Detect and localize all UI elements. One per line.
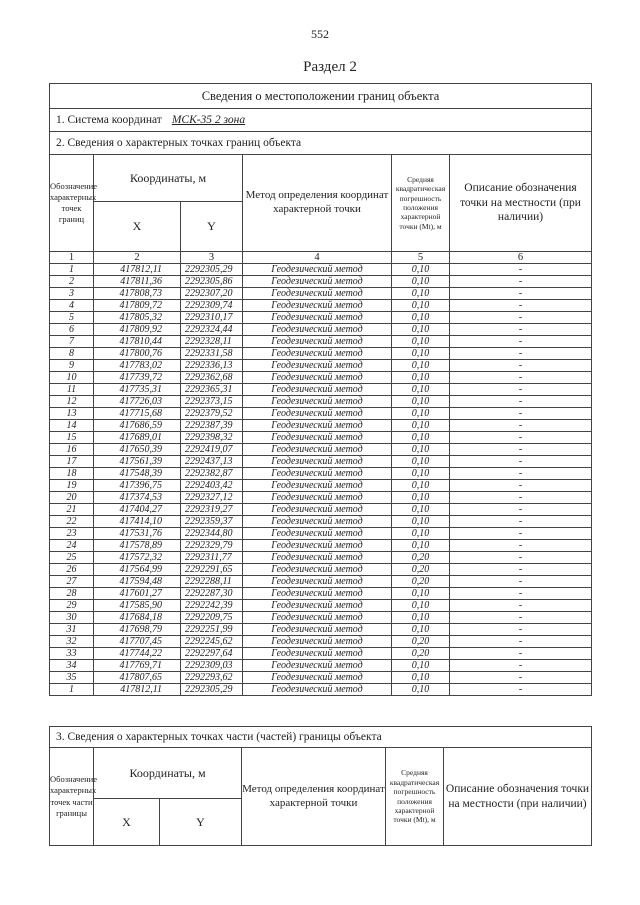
description-value: - (450, 444, 592, 456)
point-number: 32 (50, 636, 94, 648)
coordinate-y: 2292327,12 (181, 492, 243, 504)
accuracy-value: 0,10 (392, 324, 450, 336)
table-row (50, 276, 592, 288)
method-value: Геодезический метод (243, 504, 392, 516)
coordinate-x: 417808,73 (94, 288, 181, 300)
method-value: Геодезический метод (243, 408, 392, 420)
table-row (50, 540, 592, 552)
coordinate-x: 417414,10 (94, 516, 181, 528)
table-row (50, 444, 592, 456)
table-row (50, 516, 592, 528)
accuracy-value: 0,10 (392, 624, 450, 636)
coordinate-y: 2292293,62 (181, 672, 243, 684)
method-value: Геодезический метод (243, 444, 392, 456)
coordinate-y: 2292329,79 (181, 540, 243, 552)
accuracy-value: 0,10 (392, 312, 450, 324)
method-value: Геодезический метод (243, 396, 392, 408)
point-number: 5 (50, 312, 94, 324)
accuracy-value: 0,10 (392, 444, 450, 456)
coordinate-x: 417404,27 (94, 504, 181, 516)
table-row (50, 432, 592, 444)
point-number: 29 (50, 600, 94, 612)
coordinate-y: 2292305,86 (181, 276, 243, 288)
table-row (50, 624, 592, 636)
description-value: - (450, 684, 592, 696)
description-value: - (450, 492, 592, 504)
coordinate-y: 2292365,31 (181, 384, 243, 396)
coordinate-x: 417726,03 (94, 396, 181, 408)
table-row (50, 672, 592, 684)
coordinate-x: 417811,36 (94, 276, 181, 288)
accuracy-value: 0,10 (392, 420, 450, 432)
accuracy-value: 0,10 (392, 372, 450, 384)
method-value: Геодезический метод (243, 600, 392, 612)
description-value: - (450, 636, 592, 648)
accuracy-value: 0,10 (392, 336, 450, 348)
coordinate-y: 2292403,42 (181, 480, 243, 492)
header-accuracy: Средняя квадратическая погрешность положения характерной точки (Mt), м (392, 155, 450, 252)
description-value: - (450, 648, 592, 660)
coordinate-y: 2292251,99 (181, 624, 243, 636)
accuracy-value: 0,20 (392, 552, 450, 564)
coordinate-x: 417601,27 (94, 588, 181, 600)
coordinate-x: 417810,44 (94, 336, 181, 348)
description-value: - (450, 564, 592, 576)
accuracy-value: 0,10 (392, 288, 450, 300)
part-header-method: Метод определения координат характерной точки (242, 748, 386, 846)
table-row (50, 492, 592, 504)
column-number-row (50, 252, 592, 264)
coordinate-y: 2292287,30 (181, 588, 243, 600)
accuracy-value: 0,10 (392, 588, 450, 600)
method-value: Геодезический метод (243, 612, 392, 624)
header-description: Описание обозначения точки на местности (при наличии) (450, 155, 592, 252)
method-value: Геодезический метод (243, 564, 392, 576)
description-value: - (450, 324, 592, 336)
description-value: - (450, 504, 592, 516)
part-header-point-designation: Обозначение характерных точек части границы (50, 748, 94, 846)
description-value: - (450, 288, 592, 300)
point-number: 6 (50, 324, 94, 336)
method-value: Геодезический метод (243, 660, 392, 672)
point-number: 3 (50, 288, 94, 300)
table-row (50, 480, 592, 492)
description-value: - (450, 624, 592, 636)
accuracy-value: 0,10 (392, 360, 450, 372)
coordinate-x: 417698,79 (94, 624, 181, 636)
section-heading: Раздел 2 (303, 59, 357, 75)
coordinate-y: 2292328,11 (181, 336, 243, 348)
description-value: - (450, 420, 592, 432)
method-value: Геодезический метод (243, 636, 392, 648)
accuracy-value: 0,10 (392, 684, 450, 696)
coordinate-y: 2292373,15 (181, 396, 243, 408)
coordinate-x: 417739,72 (94, 372, 181, 384)
point-number: 25 (50, 552, 94, 564)
point-number: 30 (50, 612, 94, 624)
method-value: Геодезический метод (243, 360, 392, 372)
coordinate-x: 417578,89 (94, 540, 181, 552)
table-row (50, 564, 592, 576)
point-number: 8 (50, 348, 94, 360)
method-value: Геодезический метод (243, 528, 392, 540)
coordinate-x: 417800,76 (94, 348, 181, 360)
method-value: Геодезический метод (243, 468, 392, 480)
description-value: - (450, 660, 592, 672)
point-number: 20 (50, 492, 94, 504)
coordinate-x: 417812,11 (94, 264, 181, 276)
method-value: Геодезический метод (243, 420, 392, 432)
method-value: Геодезический метод (243, 552, 392, 564)
description-value: - (450, 600, 592, 612)
accuracy-value: 0,10 (392, 276, 450, 288)
coordinate-y: 2292307,20 (181, 288, 243, 300)
coordinate-y: 2292288,11 (181, 576, 243, 588)
coordinate-x: 417396,75 (94, 480, 181, 492)
coordinate-x: 417805,32 (94, 312, 181, 324)
table-title: Сведения о местоположении границ объекта (50, 84, 592, 109)
points-heading: 2. Сведения о характерных точках границ объекта (50, 132, 592, 155)
part-header-coordinates: Координаты, м (94, 748, 242, 799)
table-row (50, 636, 592, 648)
coordinate-x: 417564,99 (94, 564, 181, 576)
accuracy-value: 0,10 (392, 672, 450, 684)
part-header-accuracy: Средняя квадратическая погрешность положения характерной точки (Mt), м (386, 748, 444, 846)
table-row (50, 288, 592, 300)
accuracy-value: 0,10 (392, 432, 450, 444)
coordinate-x: 417572,32 (94, 552, 181, 564)
method-value: Геодезический метод (243, 624, 392, 636)
point-number: 13 (50, 408, 94, 420)
description-value: - (450, 300, 592, 312)
coordinate-x: 417650,39 (94, 444, 181, 456)
description-value: - (450, 408, 592, 420)
description-value: - (450, 540, 592, 552)
point-number: 1 (50, 264, 94, 276)
coordinate-x: 417715,68 (94, 408, 181, 420)
coordinate-x: 417548,39 (94, 468, 181, 480)
coordinate-y: 2292305,29 (181, 264, 243, 276)
method-value: Геодезический метод (243, 324, 392, 336)
method-value: Геодезический метод (243, 576, 392, 588)
column-number: 3 (181, 252, 243, 264)
accuracy-value: 0,10 (392, 600, 450, 612)
description-value: - (450, 480, 592, 492)
accuracy-value: 0,10 (392, 480, 450, 492)
coordinate-y: 2292331,58 (181, 348, 243, 360)
point-number: 22 (50, 516, 94, 528)
column-number: 5 (392, 252, 450, 264)
coordinate-y: 2292311,77 (181, 552, 243, 564)
method-value: Геодезический метод (243, 684, 392, 696)
table-row (50, 348, 592, 360)
coordinate-y: 2292324,44 (181, 324, 243, 336)
point-number: 12 (50, 396, 94, 408)
description-value: - (450, 456, 592, 468)
coordinate-y: 2292344,80 (181, 528, 243, 540)
table-row (50, 396, 592, 408)
accuracy-value: 0,20 (392, 636, 450, 648)
coordinate-x: 417686,59 (94, 420, 181, 432)
part-header-y: Y (160, 799, 242, 846)
method-value: Геодезический метод (243, 540, 392, 552)
method-value: Геодезический метод (243, 432, 392, 444)
description-value: - (450, 336, 592, 348)
table-row (50, 420, 592, 432)
point-number: 16 (50, 444, 94, 456)
coordinate-y: 2292245,62 (181, 636, 243, 648)
coordinate-y: 2292359,37 (181, 516, 243, 528)
coordinate-y: 2292305,29 (181, 684, 243, 696)
method-value: Геодезический метод (243, 264, 392, 276)
coordinate-y: 2292242,39 (181, 600, 243, 612)
coordinate-system-label: 1. Система координат (56, 114, 162, 126)
description-value: - (450, 264, 592, 276)
description-value: - (450, 384, 592, 396)
table-row (50, 468, 592, 480)
accuracy-value: 0,10 (392, 300, 450, 312)
accuracy-value: 0,10 (392, 348, 450, 360)
accuracy-value: 0,10 (392, 396, 450, 408)
column-number: 2 (94, 252, 181, 264)
coordinate-x: 417735,31 (94, 384, 181, 396)
point-number: 10 (50, 372, 94, 384)
point-number: 7 (50, 336, 94, 348)
part-header-x: X (94, 799, 160, 846)
point-number: 9 (50, 360, 94, 372)
method-value: Геодезический метод (243, 276, 392, 288)
coordinate-x: 417807,65 (94, 672, 181, 684)
accuracy-value: 0,10 (392, 384, 450, 396)
method-value: Геодезический метод (243, 288, 392, 300)
coordinate-y: 2292437,13 (181, 456, 243, 468)
description-value: - (450, 528, 592, 540)
method-value: Геодезический метод (243, 336, 392, 348)
description-value: - (450, 432, 592, 444)
point-number: 31 (50, 624, 94, 636)
coordinate-x: 417561,39 (94, 456, 181, 468)
column-number: 4 (243, 252, 392, 264)
description-value: - (450, 372, 592, 384)
coordinate-x: 417531,76 (94, 528, 181, 540)
accuracy-value: 0,10 (392, 456, 450, 468)
page-number: 552 (311, 27, 329, 41)
point-number: 15 (50, 432, 94, 444)
accuracy-value: 0,20 (392, 576, 450, 588)
description-value: - (450, 468, 592, 480)
coordinate-y: 2292310,17 (181, 312, 243, 324)
coordinate-y: 2292309,03 (181, 660, 243, 672)
accuracy-value: 0,10 (392, 516, 450, 528)
table-row (50, 660, 592, 672)
coordinate-y: 2292319,27 (181, 504, 243, 516)
column-number: 1 (50, 252, 94, 264)
table-row (50, 384, 592, 396)
coordinate-x: 417585,90 (94, 600, 181, 612)
description-value: - (450, 312, 592, 324)
point-number: 24 (50, 540, 94, 552)
accuracy-value: 0,10 (392, 528, 450, 540)
coordinate-system-value: МСК-35 2 зона (171, 114, 246, 126)
header-point-designation: Обозначение характерных точек границ (50, 155, 94, 252)
method-value: Геодезический метод (243, 588, 392, 600)
table-row (50, 408, 592, 420)
accuracy-value: 0,10 (392, 408, 450, 420)
boundary-points-table (49, 83, 592, 696)
table-row (50, 588, 592, 600)
coordinate-y: 2292387,39 (181, 420, 243, 432)
method-value: Геодезический метод (243, 648, 392, 660)
table-row (50, 528, 592, 540)
description-value: - (450, 552, 592, 564)
coordinate-x: 417374,53 (94, 492, 181, 504)
point-number: 11 (50, 384, 94, 396)
description-value: - (450, 360, 592, 372)
table-row (50, 612, 592, 624)
point-number: 33 (50, 648, 94, 660)
method-value: Геодезический метод (243, 384, 392, 396)
coordinate-x: 417809,72 (94, 300, 181, 312)
coordinate-y: 2292398,32 (181, 432, 243, 444)
method-value: Геодезический метод (243, 348, 392, 360)
point-number: 1 (50, 684, 94, 696)
table-row (50, 576, 592, 588)
coordinate-y: 2292362,68 (181, 372, 243, 384)
coordinate-y: 2292419,07 (181, 444, 243, 456)
description-value: - (450, 612, 592, 624)
description-value: - (450, 576, 592, 588)
point-number: 2 (50, 276, 94, 288)
table-row (50, 684, 592, 696)
accuracy-value: 0,10 (392, 540, 450, 552)
table-row (50, 360, 592, 372)
coordinate-x: 417684,18 (94, 612, 181, 624)
coordinate-y: 2292379,52 (181, 408, 243, 420)
header-coordinates: Координаты, м (94, 155, 243, 202)
point-number: 27 (50, 576, 94, 588)
point-number: 19 (50, 480, 94, 492)
coordinate-y: 2292382,87 (181, 468, 243, 480)
table-row (50, 324, 592, 336)
table-row (50, 456, 592, 468)
point-number: 14 (50, 420, 94, 432)
point-rows (50, 264, 592, 696)
coordinate-x: 417689,01 (94, 432, 181, 444)
coordinate-y: 2292336,13 (181, 360, 243, 372)
accuracy-value: 0,10 (392, 492, 450, 504)
method-value: Геодезический метод (243, 312, 392, 324)
header-x: X (94, 202, 181, 252)
accuracy-value: 0,10 (392, 468, 450, 480)
table-row (50, 372, 592, 384)
table-row (50, 600, 592, 612)
description-value: - (450, 348, 592, 360)
point-number: 34 (50, 660, 94, 672)
point-number: 21 (50, 504, 94, 516)
coordinate-system-row (50, 109, 592, 132)
point-number: 28 (50, 588, 94, 600)
method-value: Геодезический метод (243, 672, 392, 684)
table-row (50, 504, 592, 516)
table-row (50, 300, 592, 312)
method-value: Геодезический метод (243, 492, 392, 504)
accuracy-value: 0,20 (392, 564, 450, 576)
header-method: Метод определения координат характерной точки (243, 155, 392, 252)
table-row (50, 264, 592, 276)
coordinate-x: 417707,45 (94, 636, 181, 648)
coordinate-y: 2292209,75 (181, 612, 243, 624)
point-number: 23 (50, 528, 94, 540)
description-value: - (450, 672, 592, 684)
table-row (50, 648, 592, 660)
method-value: Геодезический метод (243, 372, 392, 384)
coordinate-x: 417769,71 (94, 660, 181, 672)
accuracy-value: 0,20 (392, 648, 450, 660)
description-value: - (450, 396, 592, 408)
coordinate-y: 2292309,74 (181, 300, 243, 312)
coordinate-x: 417812,11 (94, 684, 181, 696)
table-row (50, 336, 592, 348)
point-number: 4 (50, 300, 94, 312)
accuracy-value: 0,10 (392, 612, 450, 624)
method-value: Геодезический метод (243, 480, 392, 492)
part-heading: 3. Сведения о характерных точках части (частей) границы объекта (50, 727, 592, 748)
coordinate-y: 2292291,65 (181, 564, 243, 576)
description-value: - (450, 516, 592, 528)
table-row (50, 552, 592, 564)
point-number: 26 (50, 564, 94, 576)
coordinate-x: 417809,92 (94, 324, 181, 336)
method-value: Геодезический метод (243, 516, 392, 528)
coordinate-x: 417594,48 (94, 576, 181, 588)
part-header-description: Описание обозначения точки на местности (при наличии) (444, 748, 592, 846)
point-number: 35 (50, 672, 94, 684)
part-boundary-table (49, 726, 592, 846)
coordinate-x: 417783,02 (94, 360, 181, 372)
point-number: 18 (50, 468, 94, 480)
method-value: Геодезический метод (243, 456, 392, 468)
method-value: Геодезический метод (243, 300, 392, 312)
coordinate-x: 417744,22 (94, 648, 181, 660)
description-value: - (450, 588, 592, 600)
coordinate-y: 2292297,64 (181, 648, 243, 660)
point-number: 17 (50, 456, 94, 468)
header-y: Y (181, 202, 243, 252)
accuracy-value: 0,10 (392, 264, 450, 276)
description-value: - (450, 276, 592, 288)
accuracy-value: 0,10 (392, 660, 450, 672)
accuracy-value: 0,10 (392, 504, 450, 516)
column-number: 6 (450, 252, 592, 264)
table-row (50, 312, 592, 324)
